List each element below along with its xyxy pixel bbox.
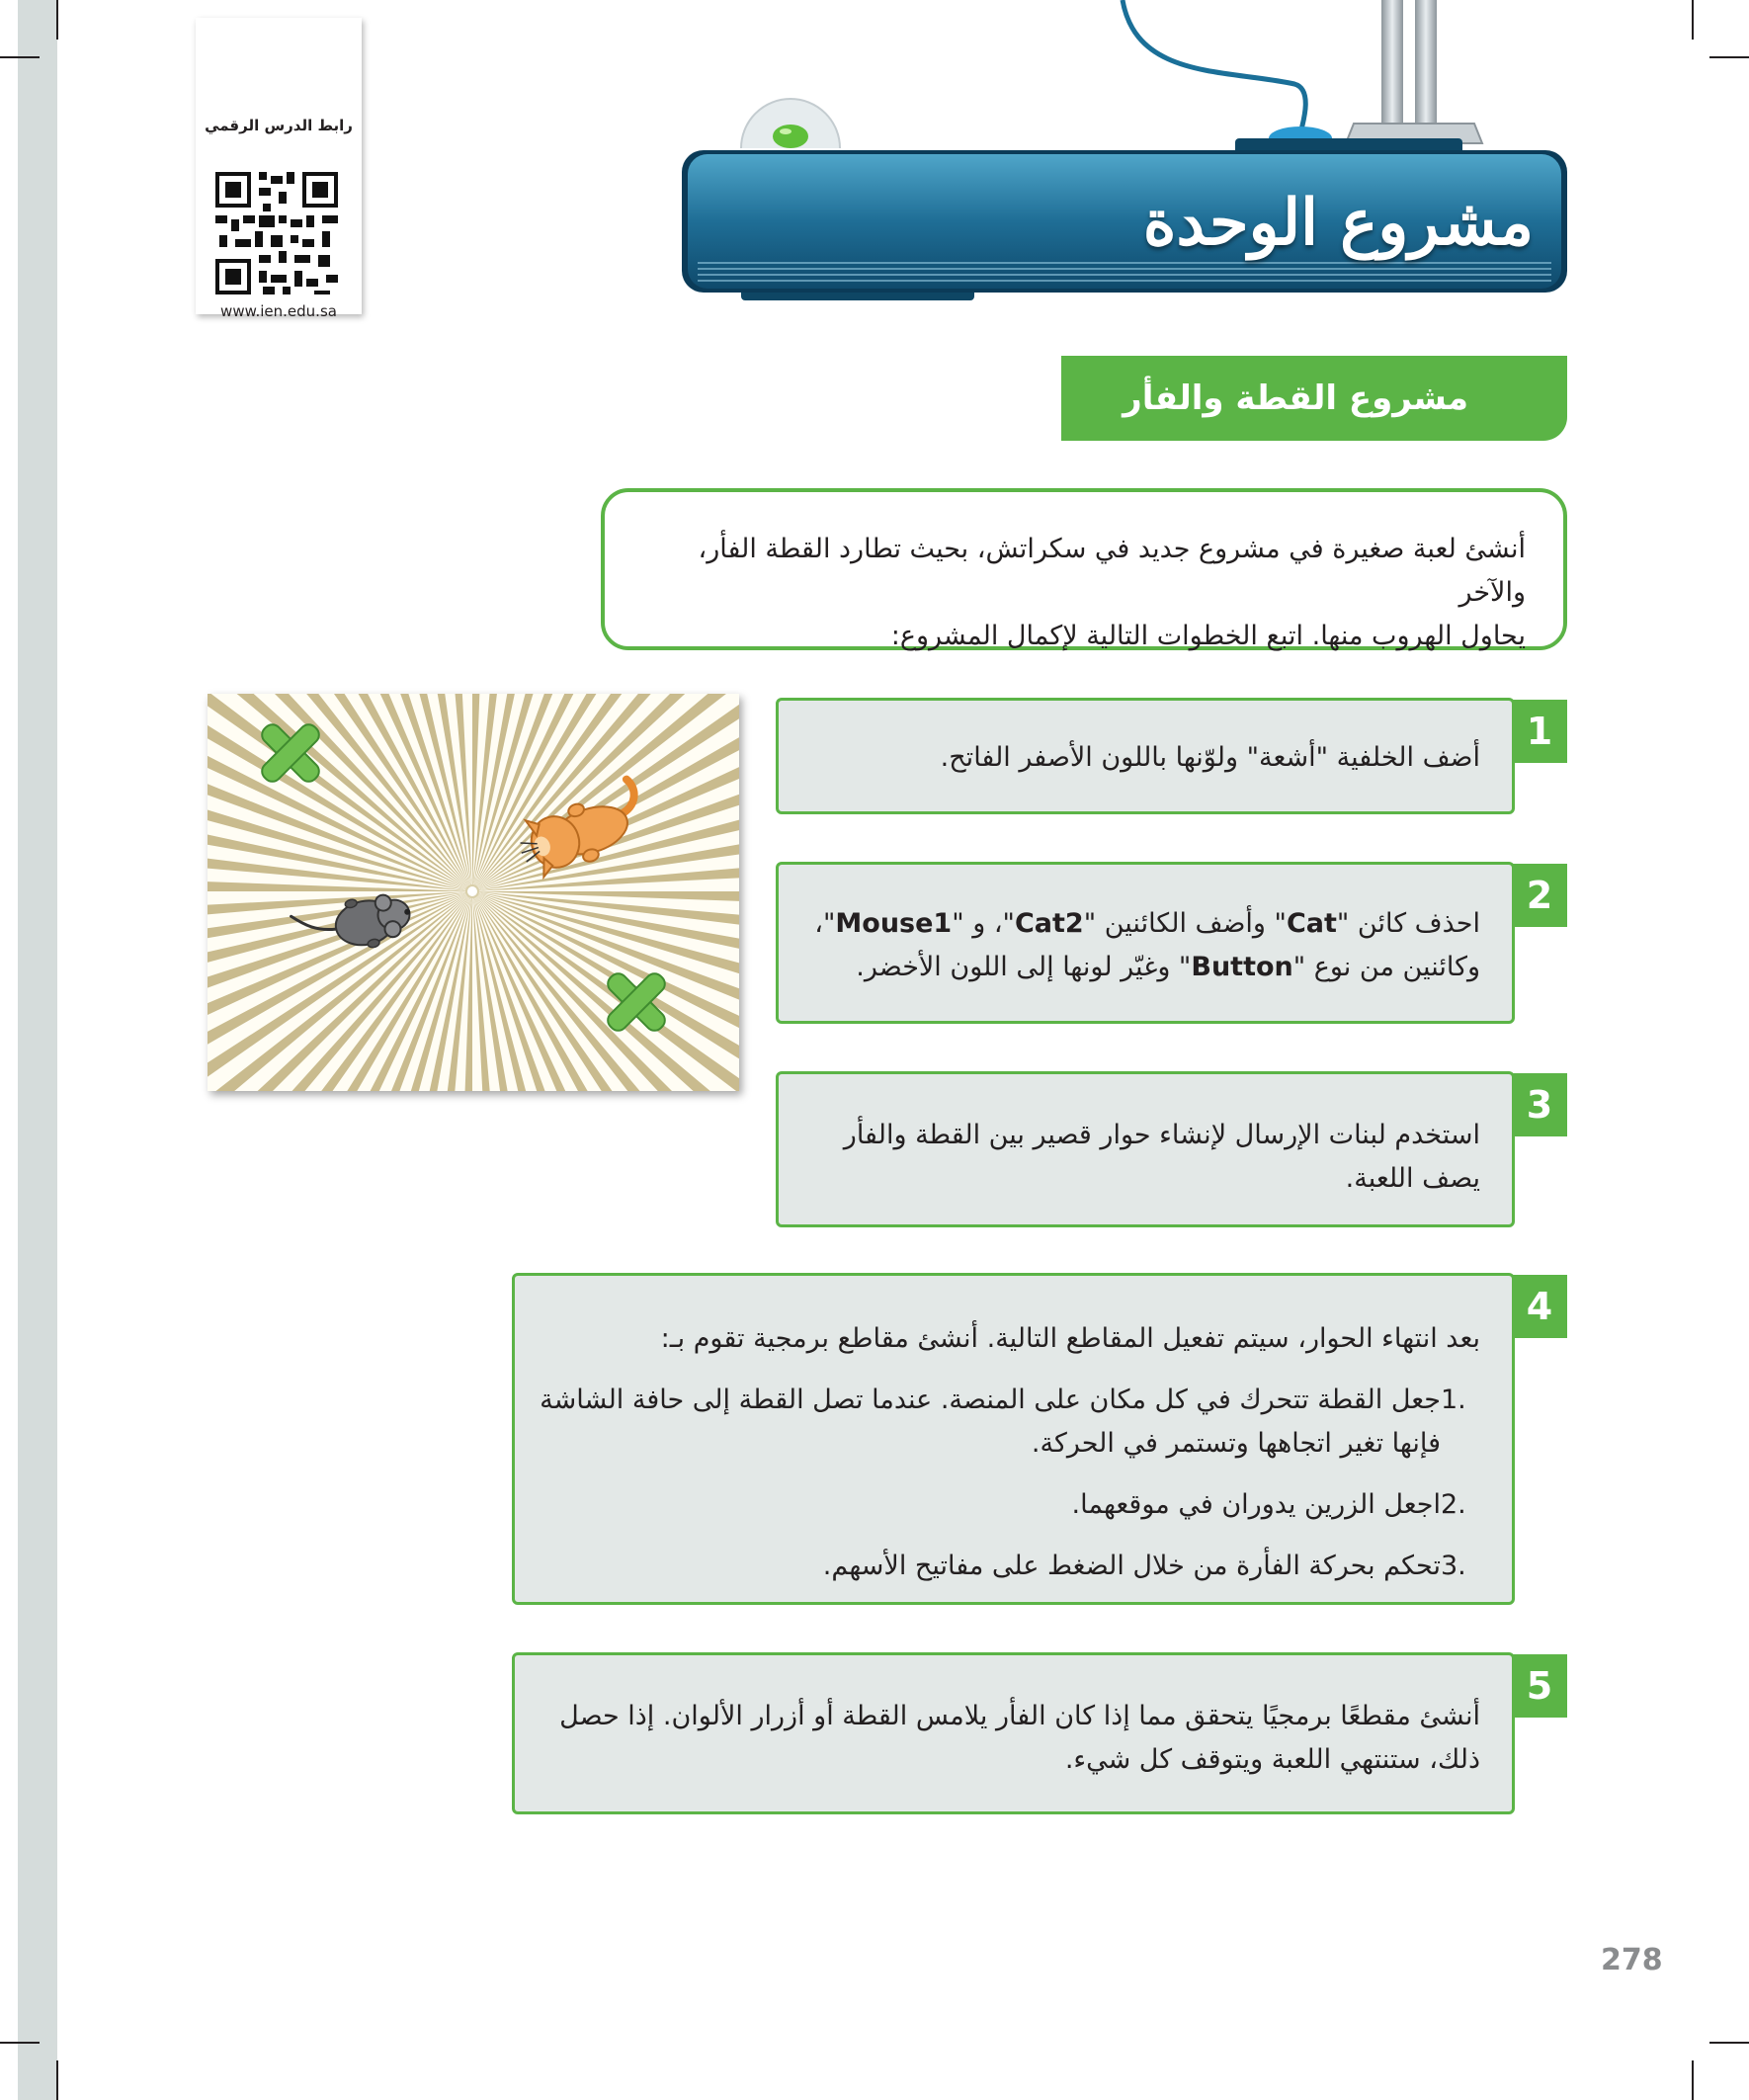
crop-mark bbox=[1692, 0, 1694, 40]
step-line: وكائنين من نوع "Button" وغيّر لونها إلى اللون الأخضر. bbox=[856, 952, 1480, 982]
section-title: مشروع القطة والفأر bbox=[1123, 378, 1468, 418]
header-banner bbox=[672, 0, 1581, 316]
intro-box bbox=[601, 488, 1567, 650]
crop-mark bbox=[0, 56, 40, 58]
step-line: يصف اللعبة. bbox=[1345, 1163, 1480, 1194]
step-number: 5 bbox=[1512, 1654, 1567, 1718]
step-text bbox=[844, 1114, 1480, 1201]
step-text bbox=[814, 902, 1480, 989]
step-lead: بعد انتهاء الحوار، سيتم تفعيل المقاطع التالية. أنشئ مقاطع برمجية تقوم بـ: bbox=[660, 1323, 1480, 1354]
page-number: 278 bbox=[1601, 1943, 1663, 1977]
step-number: 1 bbox=[1512, 700, 1567, 763]
crop-mark bbox=[1709, 2042, 1749, 2044]
step-number: 3 bbox=[1512, 1073, 1567, 1136]
list-item: 3. تحكم بحركة الفأرة من خلال الضغط على مفاتيح الأسهم. bbox=[540, 1545, 1480, 1588]
ray bbox=[472, 891, 729, 1091]
qr-code-icon[interactable] bbox=[211, 168, 342, 298]
step-line: ذلك، ستنتهي اللعبة ويتوقف كل شيء. bbox=[1064, 1744, 1480, 1775]
step-text bbox=[540, 1317, 1480, 1606]
list-item-number: 3. bbox=[1441, 1551, 1466, 1581]
step-box-4 bbox=[512, 1273, 1515, 1605]
step-number: 2 bbox=[1512, 864, 1567, 927]
rays-backdrop bbox=[208, 694, 739, 1091]
ray bbox=[208, 828, 472, 891]
crop-mark bbox=[56, 2060, 58, 2100]
page-margin-strip bbox=[18, 0, 57, 2100]
intro-line: يحاول الهروب منها. اتبع الخطوات التالية لإكمال المشروع: bbox=[890, 621, 1526, 651]
list-item-number: 1. bbox=[1441, 1385, 1466, 1415]
scratch-stage-image bbox=[208, 694, 739, 1091]
ray bbox=[472, 891, 517, 1091]
section-header bbox=[1061, 356, 1567, 441]
list-item: 1. جعل القطة تتحرك في كل مكان على المنصة. عندما تصل القطة إلى حافة الشاشة فإنها تغير اتجاهها وتستمر في الحركة. bbox=[540, 1379, 1480, 1466]
sub-item-list bbox=[540, 1379, 1480, 1588]
step-box-2 bbox=[776, 862, 1515, 1024]
step-line: استخدم لبنات الإرسال لإنشاء حوار قصير بين القطة والفأر bbox=[843, 1120, 1480, 1150]
crop-mark bbox=[56, 0, 58, 40]
step-line: أنشئ مقطعًا برمجيًا يتحقق مما إذا كان الفأر يلامس القطة أو أزرار الألوان. إذا حصل bbox=[559, 1701, 1480, 1731]
intro-line: أنشئ لعبة صغيرة في مشروع جديد في سكراتش، بحيث تطارد القطة الفأر، والآخر bbox=[698, 534, 1526, 608]
qr-url[interactable]: www.ien.edu.sa bbox=[220, 302, 337, 320]
step-box-1 bbox=[776, 698, 1515, 814]
step-box-5 bbox=[512, 1652, 1515, 1814]
ray bbox=[428, 694, 472, 891]
crop-mark bbox=[1709, 56, 1749, 58]
step-text: أضف الخلفية "أشعة" ولوّنها باللون الأصفر الفاتح. bbox=[940, 742, 1480, 773]
list-item-number: 2. bbox=[1441, 1489, 1466, 1520]
step-text bbox=[559, 1695, 1480, 1782]
step-line: احذف كائن "Cat" وأضف الكائنين "Cat2"، و "Mouse1"، bbox=[814, 908, 1480, 939]
crop-mark bbox=[1692, 2060, 1694, 2100]
step-box-3 bbox=[776, 1071, 1515, 1227]
qr-card[interactable] bbox=[196, 18, 362, 320]
step-number: 4 bbox=[1512, 1275, 1567, 1338]
qr-label: رابط الدرس الرقمي bbox=[205, 117, 353, 134]
list-item: 2. اجعل الزرين يدوران في موقعهما. bbox=[540, 1483, 1480, 1527]
page-title: مشروع الوحدة bbox=[1142, 186, 1534, 260]
crop-mark bbox=[0, 2042, 40, 2044]
